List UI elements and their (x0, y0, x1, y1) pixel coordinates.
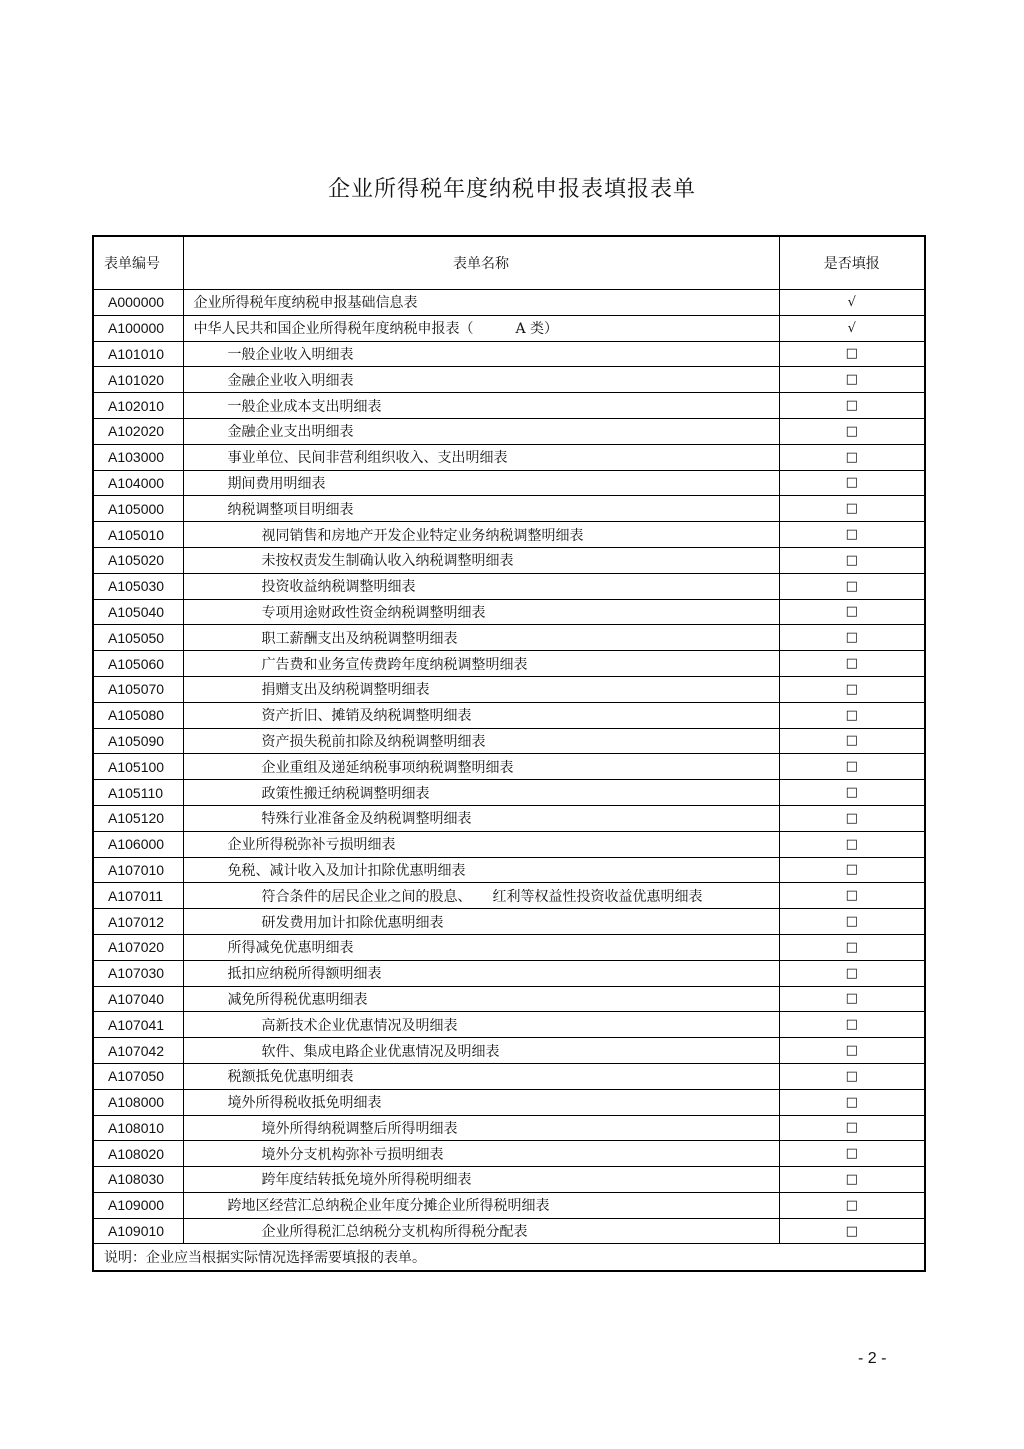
table-row (93, 883, 925, 909)
form-code: A107010 (93, 857, 183, 883)
checkbox[interactable]: □ (779, 1167, 925, 1193)
form-code: A103000 (93, 444, 183, 470)
form-name: 一般企业收入明细表 (183, 341, 779, 367)
checkbox[interactable]: □ (779, 780, 925, 806)
table-row (93, 367, 925, 393)
form-code: A105000 (93, 496, 183, 522)
form-code: A105010 (93, 522, 183, 548)
checkbox[interactable]: □ (779, 1141, 925, 1167)
form-code: A107012 (93, 909, 183, 935)
form-name: 金融企业支出明细表 (183, 418, 779, 444)
form-name: 境外所得税收抵免明细表 (183, 1089, 779, 1115)
checkbox[interactable]: □ (779, 341, 925, 367)
table-row (93, 676, 925, 702)
form-name: 视同销售和房地产开发企业特定业务纳税调整明细表 (183, 522, 779, 548)
form-code: A109000 (93, 1192, 183, 1218)
table-row (93, 1012, 925, 1038)
table-row (93, 651, 925, 677)
note-text: 说明：企业应当根据实际情况选择需要填报的表单。 (93, 1244, 925, 1272)
table-row (93, 986, 925, 1012)
table-row (93, 393, 925, 419)
form-name: 一般企业成本支出明细表 (183, 393, 779, 419)
form-code: A108010 (93, 1115, 183, 1141)
page-number: - 2 - (858, 1350, 887, 1367)
checkbox[interactable]: □ (779, 883, 925, 909)
form-name: 企业重组及递延纳税事项纳税调整明细表 (183, 754, 779, 780)
checkbox[interactable]: □ (779, 909, 925, 935)
form-name: 捐赠支出及纳税调整明细表 (183, 676, 779, 702)
checkbox[interactable]: □ (779, 522, 925, 548)
form-code: A105070 (93, 676, 183, 702)
checkbox[interactable]: □ (779, 573, 925, 599)
header-filled: 是否填报 (779, 236, 925, 290)
form-code: A101010 (93, 341, 183, 367)
form-name: 高新技术企业优惠情况及明细表 (183, 1012, 779, 1038)
form-code: A107042 (93, 1038, 183, 1064)
form-name: 未按权责发生制确认收入纳税调整明细表 (183, 547, 779, 573)
form-code: A102020 (93, 418, 183, 444)
form-name: 境外分支机构弥补亏损明细表 (183, 1141, 779, 1167)
table-row (93, 754, 925, 780)
form-code: A105030 (93, 573, 183, 599)
form-name: 事业单位、民间非营利组织收入、支出明细表 (183, 444, 779, 470)
checkbox[interactable]: □ (779, 702, 925, 728)
checkbox[interactable]: □ (779, 728, 925, 754)
checkbox[interactable]: □ (779, 625, 925, 651)
form-code: A107020 (93, 934, 183, 960)
checkbox[interactable]: □ (779, 1038, 925, 1064)
table-header-row (93, 236, 925, 290)
form-name: 资产损失税前扣除及纳税调整明细表 (183, 728, 779, 754)
form-code: A107040 (93, 986, 183, 1012)
table-row (93, 418, 925, 444)
table-row (93, 1038, 925, 1064)
form-code: A108020 (93, 1141, 183, 1167)
form-code: A105050 (93, 625, 183, 651)
checkbox[interactable]: □ (779, 857, 925, 883)
form-code: A107030 (93, 960, 183, 986)
table-row (93, 341, 925, 367)
form-code: A100000 (93, 315, 183, 341)
checkbox[interactable]: □ (779, 547, 925, 573)
form-code: A105020 (93, 547, 183, 573)
checkbox[interactable]: □ (779, 1115, 925, 1141)
checkbox[interactable]: □ (779, 418, 925, 444)
form-name: 政策性搬迁纳税调整明细表 (183, 780, 779, 806)
form-name: 跨年度结转抵免境外所得税明细表 (183, 1167, 779, 1193)
form-code: A107011 (93, 883, 183, 909)
table-row (93, 1141, 925, 1167)
table-row (93, 960, 925, 986)
checkbox[interactable]: □ (779, 444, 925, 470)
form-name: 金融企业收入明细表 (183, 367, 779, 393)
form-code: A105090 (93, 728, 183, 754)
table-row (93, 1192, 925, 1218)
form-name: 专项用途财政性资金纳税调整明细表 (183, 599, 779, 625)
checked-mark: √ (779, 290, 925, 316)
form-code: A105110 (93, 780, 183, 806)
note-row (93, 1244, 925, 1272)
checkbox[interactable]: □ (779, 599, 925, 625)
form-code: A105060 (93, 651, 183, 677)
table-row (93, 315, 925, 341)
checkbox[interactable]: □ (779, 986, 925, 1012)
form-name: 投资收益纳税调整明细表 (183, 573, 779, 599)
form-code: A106000 (93, 831, 183, 857)
form-code: A107050 (93, 1063, 183, 1089)
form-code: A104000 (93, 470, 183, 496)
form-name: 期间费用明细表 (183, 470, 779, 496)
form-code: A000000 (93, 290, 183, 316)
form-name: 抵扣应纳税所得额明细表 (183, 960, 779, 986)
table-row (93, 573, 925, 599)
table-row (93, 522, 925, 548)
checkbox[interactable]: □ (779, 1012, 925, 1038)
form-code: A101020 (93, 367, 183, 393)
checkbox[interactable]: □ (779, 1192, 925, 1218)
form-name: 研发费用加计扣除优惠明细表 (183, 909, 779, 935)
table-row (93, 496, 925, 522)
form-name: 符合条件的居民企业之间的股息、 红利等权益性投资收益优惠明细表 (183, 883, 779, 909)
checkbox[interactable]: □ (779, 470, 925, 496)
form-code: A109010 (93, 1218, 183, 1244)
form-name: 纳税调整项目明细表 (183, 496, 779, 522)
table-row (93, 805, 925, 831)
table-row (93, 547, 925, 573)
form-name: 所得减免优惠明细表 (183, 934, 779, 960)
form-name: 税额抵免优惠明细表 (183, 1063, 779, 1089)
header-code: 表单编号 (93, 236, 183, 290)
checkbox[interactable]: □ (779, 960, 925, 986)
form-name: 软件、集成电路企业优惠情况及明细表 (183, 1038, 779, 1064)
form-list-table (92, 235, 926, 1272)
form-code: A108030 (93, 1167, 183, 1193)
header-name: 表单名称 (183, 236, 779, 290)
checkbox[interactable]: □ (779, 1218, 925, 1244)
form-name: 免税、减计收入及加计扣除优惠明细表 (183, 857, 779, 883)
form-code: A108000 (93, 1089, 183, 1115)
checkbox[interactable]: □ (779, 496, 925, 522)
form-name: 企业所得税年度纳税申报基础信息表 (183, 290, 779, 316)
table-row (93, 1115, 925, 1141)
form-name: 企业所得税汇总纳税分支机构所得税分配表 (183, 1218, 779, 1244)
table-row (93, 831, 925, 857)
table-row (93, 444, 925, 470)
form-code: A105100 (93, 754, 183, 780)
form-name: 职工薪酬支出及纳税调整明细表 (183, 625, 779, 651)
checkbox[interactable]: □ (779, 831, 925, 857)
checkbox[interactable]: □ (779, 651, 925, 677)
form-code: A105120 (93, 805, 183, 831)
table-row (93, 702, 925, 728)
table-row (93, 934, 925, 960)
checkbox[interactable]: □ (779, 367, 925, 393)
form-code: A105040 (93, 599, 183, 625)
checked-mark: √ (779, 315, 925, 341)
checkbox[interactable]: □ (779, 393, 925, 419)
form-name: 资产折旧、摊销及纳税调整明细表 (183, 702, 779, 728)
form-code: A107041 (93, 1012, 183, 1038)
form-name: 企业所得税弥补亏损明细表 (183, 831, 779, 857)
form-name: 境外所得纳税调整后所得明细表 (183, 1115, 779, 1141)
checkbox[interactable]: □ (779, 676, 925, 702)
table-row (93, 909, 925, 935)
table-row (93, 728, 925, 754)
checkbox[interactable]: □ (779, 805, 925, 831)
table-row (93, 857, 925, 883)
form-name: 跨地区经营汇总纳税企业年度分摊企业所得税明细表 (183, 1192, 779, 1218)
table-row (93, 1167, 925, 1193)
table-row (93, 599, 925, 625)
form-name: 广告费和业务宣传费跨年度纳税调整明细表 (183, 651, 779, 677)
form-name: 特殊行业准备金及纳税调整明细表 (183, 805, 779, 831)
form-name: 减免所得税优惠明细表 (183, 986, 779, 1012)
checkbox[interactable]: □ (779, 1063, 925, 1089)
table-row (93, 1218, 925, 1244)
checkbox[interactable]: □ (779, 754, 925, 780)
checkbox[interactable]: □ (779, 1089, 925, 1115)
table-row (93, 1063, 925, 1089)
table-row (93, 780, 925, 806)
table-body (93, 290, 925, 1244)
table-row (93, 290, 925, 316)
form-name: 中华人民共和国企业所得税年度纳税申报表（ A 类） (183, 315, 779, 341)
form-code: A102010 (93, 393, 183, 419)
table-row (93, 470, 925, 496)
page-title: 企业所得税年度纳税申报表填报表单 (327, 177, 696, 202)
table-row (93, 625, 925, 651)
table-row (93, 1089, 925, 1115)
checkbox[interactable]: □ (779, 934, 925, 960)
form-code: A105080 (93, 702, 183, 728)
